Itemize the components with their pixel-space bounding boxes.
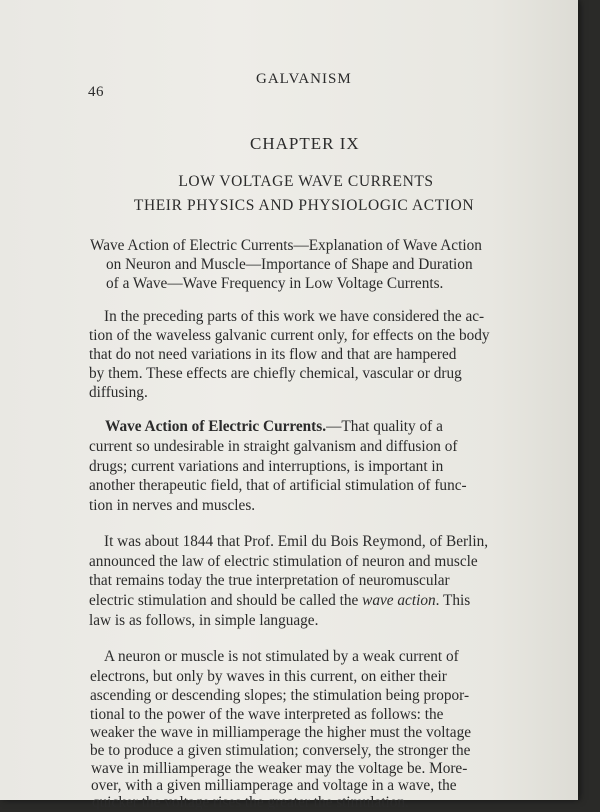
paragraph-line: current so undesirable in straight galvanism and diffusion of xyxy=(89,438,458,455)
paragraph-line: drugs; current variations and interruptions, is important in xyxy=(89,458,444,475)
summary-line: of a Wave—Wave Frequency in Low Voltage Currents. xyxy=(106,275,444,292)
page-number: 46 xyxy=(88,84,104,100)
paragraph-line: diffusing. xyxy=(89,384,148,401)
chapter-title-line-1: LOW VOLTAGE WAVE CURRENTS xyxy=(178,173,434,190)
paragraph-text: —That quality of a xyxy=(326,418,443,435)
paragraph-line: by them. These effects are chiefly chemical, vascular or drug xyxy=(89,365,462,382)
paragraph-line xyxy=(105,418,600,436)
paragraph-line: tion of the waveless galvanic current only, for effects on the body xyxy=(89,327,490,344)
paragraph-line: tion in nerves and muscles. xyxy=(89,497,256,514)
summary-line: on Neuron and Muscle—Importance of Shape and Duration xyxy=(106,256,473,273)
summary-line: Wave Action of Electric Currents—Explanation of Wave Action xyxy=(90,237,482,254)
chapter-title-line-2: THEIR PHYSICS AND PHYSIOLOGIC ACTION xyxy=(133,197,475,214)
italic-term: wave action xyxy=(362,592,436,609)
paragraph-line: weaker the wave in milliamperage the higher must the voltage xyxy=(90,724,472,741)
paragraph-line: tional to the power of the wave interpreted as follows: the xyxy=(90,706,444,723)
paragraph-line: It was about 1844 that Prof. Emil du Bois Reymond, of Berlin, xyxy=(104,533,489,550)
section-heading: Wave Action of Electric Currents. xyxy=(105,418,327,435)
paragraph-line: be to produce a given stimulation; conversely, the stronger the xyxy=(90,742,471,759)
paragraph-line: A neuron or muscle is not stimulated by a weak current of xyxy=(104,648,459,665)
paragraph-text: electric stimulation and should be called the xyxy=(89,592,363,609)
paragraph-line: quicker the voltage rises the greater the stimulation. xyxy=(92,794,409,811)
paragraph-line: In the preceding parts of this work we have considered the ac- xyxy=(104,308,485,325)
paragraph-line: another therapeutic field, that of artificial stimulation of func- xyxy=(89,477,467,494)
running-head: GALVANISM xyxy=(256,71,352,87)
paragraph-line: that do not need variations in its flow and that are hampered xyxy=(89,346,457,363)
paragraph-line: that remains today the true interpretation of neuromuscular xyxy=(89,572,450,589)
paragraph-line xyxy=(89,592,600,610)
paragraph-line: ascending or descending slopes; the stimulation being propor- xyxy=(90,687,470,704)
paragraph-line: law is as follows, in simple language. xyxy=(89,612,319,629)
paragraph-line: over, with a given milliamperage and voltage in a wave, the xyxy=(91,777,457,794)
chapter-number: CHAPTER IX xyxy=(250,134,360,153)
paragraph-text: . This xyxy=(435,592,471,609)
paragraph-line: announced the law of electric stimulation of neuron and muscle xyxy=(89,553,478,570)
paragraph-line: electrons, but only by waves in this current, on either their xyxy=(90,668,447,685)
paragraph-line: wave in milliamperage the weaker may the voltage be. More- xyxy=(91,760,468,777)
